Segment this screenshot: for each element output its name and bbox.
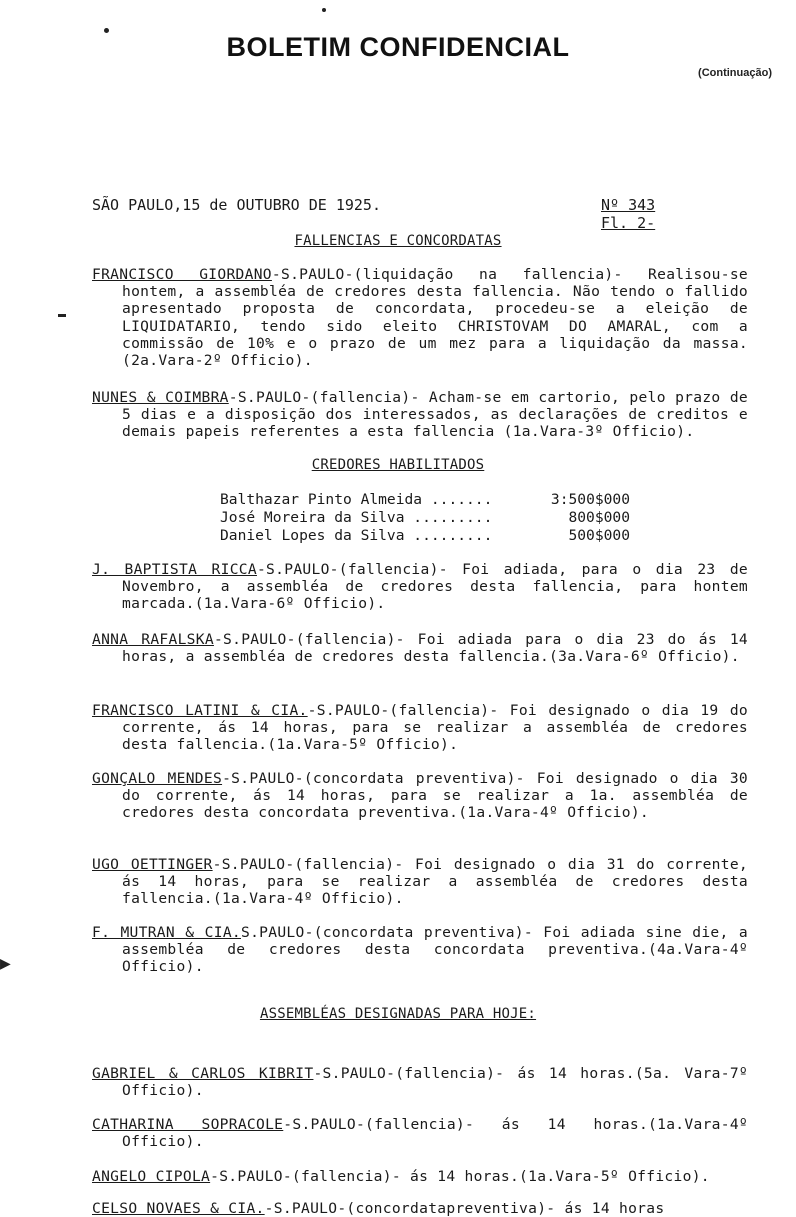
margin-arrow-mark: ▶ (0, 956, 11, 972)
creditor-name: Daniel Lopes da Silva ......... (220, 527, 493, 544)
notice-text: -S.PAULO-(fallencia)- ás 14 horas.(1a.Vara-4º Officio). (122, 1116, 748, 1151)
notice-text: -S.PAULO-(fallencia)- Foi adiada para o dia 23 do ás 14 horas, a assembléa de credores desta fallencia.(3a.Vara-6º Officio). (122, 631, 748, 666)
notice-text: -S.PAULO-(fallencia)- ás 14 horas.(5a. Vara-7º Officio). (122, 1065, 748, 1100)
issue-number: Nº 343 (601, 196, 656, 214)
notice-text: -S.PAULO-(concordata preventiva)- Foi designado o dia 30 do corrente, ás 14 horas, para se realizar a 1a. assembléa de credores desta concordata preventiva.(1a.Vara-4º Officio). (122, 770, 748, 822)
notice-party-name: FRANCISCO LATINI & CIA. (92, 702, 308, 719)
notice-entry (92, 770, 748, 822)
notice-entry (92, 266, 748, 369)
creditor-amount: 800$000 (568, 509, 630, 526)
notice-party-name: J. BAPTISTA RICCA (92, 561, 257, 578)
scan-speck (104, 28, 109, 33)
notice-entry (92, 856, 748, 908)
notice-entry (92, 561, 748, 613)
notice-party-name: ANGELO CIPOLA (92, 1168, 211, 1185)
creditor-row (220, 527, 630, 545)
notice-entry (92, 389, 748, 441)
scan-speck (322, 8, 326, 12)
folio-number: Fl. 2- (601, 214, 656, 232)
notice-entry (92, 1168, 748, 1185)
notice-party-name: ANNA RAFALSKA (92, 631, 214, 648)
notice-entry (92, 1065, 748, 1099)
scan-speck (58, 314, 66, 317)
notice-text: S.PAULO-(concordata preventiva)- Foi adiada sine die, a assembléa de credores desta concordata preventiva.(4a.Vara-4º Officio). (122, 924, 748, 976)
creditors-heading: CREDORES HABILITADOS (311, 457, 485, 473)
document-title: BOLETIM CONFIDENCIAL (226, 32, 570, 62)
creditor-name: José Moreira da Silva ......... (220, 509, 493, 526)
notice-text: -S.PAULO-(fallencia)- Foi designado o dia 19 do corrente, ás 14 horas, para se realizar a assembléa de credores desta fallencia.(1a.Vara-5º Officio). (122, 702, 748, 754)
notice-entry (92, 1200, 748, 1217)
notice-text: -S.PAULO-(fallencia)- Acham-se em cartorio, pelo prazo de 5 dias e a disposição dos interessados, as declarações de creditos e demais papeis referentes a esta fallencia (1a.Vara-3º Officio). (122, 389, 748, 441)
notice-text: -S.PAULO-(concordatapreventiva)- ás 14 horas (264, 1200, 665, 1217)
creditor-row (220, 509, 630, 527)
dateline: SÃO PAULO,15 de OUTUBRO DE 1925. (92, 196, 381, 214)
creditor-name: Balthazar Pinto Almeida ....... (220, 491, 493, 508)
notice-entry (92, 1116, 748, 1150)
creditors-list (220, 491, 630, 545)
notice-party-name: GABRIEL & CARLOS KIBRIT (92, 1065, 314, 1082)
creditor-amount: 500$000 (568, 527, 630, 544)
notice-text: -S.PAULO-(fallencia)- ás 14 horas.(1a.Vara-5º Officio). (210, 1168, 710, 1185)
creditor-row (220, 491, 630, 509)
notice-party-name: F. MUTRAN & CIA. (92, 924, 241, 941)
creditor-amount: 3:500$000 (550, 491, 630, 508)
notice-party-name: FRANCISCO GIORDANO (92, 266, 272, 283)
notice-party-name: CATHARINA SOPRACOLE (92, 1116, 284, 1133)
issue-number-block (601, 196, 655, 232)
notice-party-name: CELSO NOVAES & CIA. (92, 1200, 265, 1217)
notice-text: -S.PAULO-(fallencia)- Foi designado o dia 31 do corrente, ás 14 horas, para se realizar a assembléa de credores desta fallencia.(1a.Vara-4º Officio). (122, 856, 748, 908)
continuation-label: (Continuação) (698, 67, 772, 79)
notice-party-name: UGO OETTINGER (92, 856, 213, 873)
section-heading-assembleas: ASSEMBLÉAS DESIGNADAS PARA HOJE: (259, 1006, 537, 1022)
section-heading-fallencias: FALLENCIAS E CONCORDATAS (294, 233, 502, 249)
notice-text: -S.PAULO-(liquidação na fallencia)- Realisou-se hontem, a assembléa de credores desta fallencia. Não tendo o fallido apresentado proposta de concordata, procedeu-se a eleição de LIQUIDATARIO, tendo sido eleito CHRISTOVAM DO AMARAL, com a commissão de 10% e o prazo de um mez para a liquidação da massa.(2a.Vara-2º Officio). (122, 266, 748, 370)
notice-entry (92, 702, 748, 754)
notice-party-name: GONÇALO MENDES (92, 770, 223, 787)
notice-entry (92, 924, 748, 976)
notice-entry (92, 631, 748, 665)
notice-text: -S.PAULO-(fallencia)- Foi adiada, para o dia 23 de Novembro, a assembléa de credores desta fallencia, para hontem marcada.(1a.Vara-6º Officio). (122, 561, 749, 613)
notice-party-name: NUNES & COIMBRA (92, 389, 229, 406)
